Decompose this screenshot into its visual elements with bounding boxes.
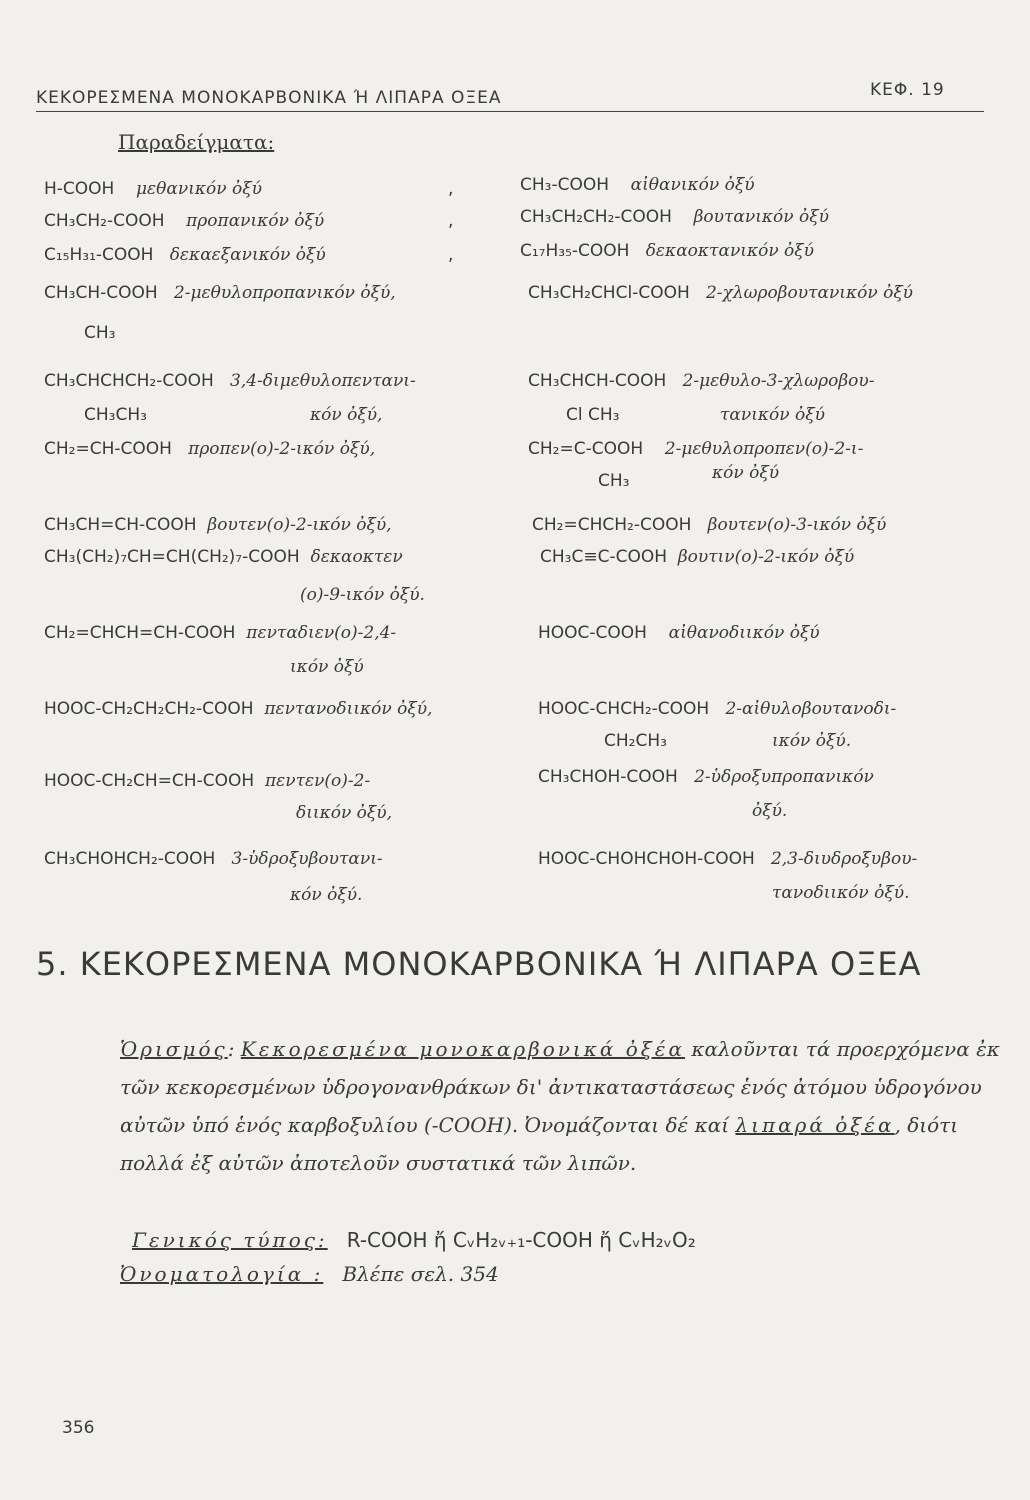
definition-text: καλοῦνται τά προερχόμενα ἐκ τῶν κεκορεσμένων ὑδρογονανθράκων δι' ἀντικαταστάσεως ἑνός ἀτόμου ὑδρογόνου αὐτῶν ὑπό ἑνός καρβοξυλίου (-COOH). Ὀνομάζονται δέ καί [120,1037,1000,1137]
compound-name: δεκαεξανικόν ὀξύ [169,245,326,265]
example-item [520,206,829,228]
example-item [44,178,262,200]
formula: CH₃C≡C-COOH [540,547,668,567]
formula: H-COOH [44,179,115,199]
compound-name-continued: τανοδιικόν ὀξύ. [772,883,910,903]
formula: C₁₇H₃₅-COOH [520,241,630,261]
compound-name: βουτανικόν ὀξύ [693,207,829,227]
compound-name: προπανικόν ὀξύ [186,211,325,231]
definition-paragraph: Ὁρισμός: Κεκορεσμένα μονοκαρβονικά ὀξέα καλοῦνται τά προερχόμενα ἐκ τῶν κεκορεσμένων ὑδρογονανθράκων δι' ἀντικαταστάσεως ἑνός ἀτόμου ὑδρογόνου αὐτῶν ὑπό ἑνός καρβοξυλίου (-COOH). Ὀνομάζονται δέ καί λιπαρά ὀξέα, διότι πολλά ἐξ αὐτῶν ἀποτελοῦν συστατικά τῶν λιπῶν. [120,1037,1000,1175]
compound-name: αἰθανικόν ὀξύ [630,175,755,195]
nomenclature-label: Ὀνοματολογία : [120,1262,324,1286]
example-item [44,622,396,644]
example-item [538,698,896,720]
compound-name: 2-ὑδροξυπροπανικόν [694,767,874,787]
general-formula-label: Γενικός τύπος: [132,1228,328,1252]
formula: CH₃(CH₂)₇CH=CH(CH₂)₇-COOH [44,547,300,567]
examples-title: Παραδείγματα: [118,130,275,154]
compound-name: 2-μεθυλοπροπανικόν ὀξύ, [173,283,396,303]
running-header: ΚΕΚΟΡΕΣΜΕΝΑ ΜΟΝΟΚΑΡΒΟΝΙΚΑ Ή ΛΙΠΑΡΑ ΟΞΕΑ [36,88,502,108]
formula: CH₃CH₂-COOH [44,211,165,231]
definition-term: Κεκορεσμένα μονοκαρβονικά ὀξέα [240,1037,686,1061]
formula: CH₃CHOHCH₂-COOH [44,849,216,869]
formula: CH₃-COOH [520,175,610,195]
compound-name: πεντεν(ο)-2- [264,771,371,791]
example-item [520,240,814,262]
compound-name-continued: κόν ὀξύ [712,463,780,483]
formula: CH₃CH-COOH [44,283,158,303]
substituent: CH₃CH₃ [84,405,147,425]
compound-name: 2-μεθυλο-3-χλωροβου- [682,371,875,391]
compound-name: 3,4-διμεθυλοπεντανι- [230,371,416,391]
example-item [538,848,917,870]
example-item [44,282,396,304]
example-item [44,770,370,792]
compound-name-continued: ικόν ὀξύ. [772,731,852,751]
substituent: Cl CH₃ [566,405,620,425]
formula: HOOC-COOH [538,623,647,643]
formula: CH₂=CHCH₂-COOH [532,515,692,535]
formula: CH₃CH₂CHCl-COOH [528,283,690,303]
general-formula-value: R-COOH ἤ CᵥH₂ᵥ₊₁-COOH ἤ CᵥH₂ᵥO₂ [346,1228,696,1252]
compound-name: προπεν(ο)-2-ικόν ὀξύ, [188,439,376,459]
formula: CH₂=CH-COOH [44,439,172,459]
definition-label: Ὁρισμός [120,1037,228,1061]
separator: , [448,211,454,231]
formula: CH₃CHCHCH₂-COOH [44,371,214,391]
substituent: CH₃ [84,323,116,343]
compound-name-continued: διικόν ὀξύ, [296,803,393,823]
chapter-label: ΚΕΦ. 19 [870,80,945,100]
compound-name-continued: ὀξύ. [752,801,788,821]
example-item [44,546,403,568]
compound-name: δεκαοκτεν [310,547,403,567]
formula: HOOC-CH₂CH=CH-COOH [44,771,255,791]
example-item [44,370,416,392]
example-item [44,698,432,720]
separator: , [448,245,454,265]
example-item [528,438,863,460]
substituent: CH₃ [598,471,630,491]
compound-name: 2,3-διυδροξυβου- [770,849,918,869]
compound-name: 2-αἰθυλοβουτανοδι- [725,699,897,719]
formula: CH₂=C-COOH [528,439,644,459]
formula: CH₃CHCH-COOH [528,371,667,391]
compound-name-continued: κόν ὀξύ, [310,405,383,425]
example-item [540,546,854,568]
nomenclature-line [120,1262,499,1286]
example-item [44,848,383,870]
formula: HOOC-CHOHCHOH-COOH [538,849,755,869]
compound-name: δεκαοκτανικόν ὀξύ [645,241,814,261]
formula: CH₃CH=CH-COOH [44,515,197,535]
compound-name: βουτεν(ο)-3-ικόν ὀξύ [707,515,887,535]
formula: HOOC-CHCH₂-COOH [538,699,710,719]
example-item [528,370,874,392]
example-item [44,210,324,232]
compound-name: πενταδιεν(ο)-2,4- [246,623,397,643]
separator: , [448,179,454,199]
compound-name: αἰθανοδιικόν ὀξύ [668,623,820,643]
compound-name: 2-χλωροβουτανικόν ὀξύ [705,283,914,303]
example-item [538,622,820,644]
section-title: 5. ΚΕΚΟΡΕΣΜΕΝΑ ΜΟΝΟΚΑΡΒΟΝΙΚΑ Ή ΛΙΠΑΡΑ ΟΞΕΑ [36,945,922,983]
formula: CH₃CH₂CH₂-COOH [520,207,672,227]
example-item [538,766,874,788]
compound-name-continued: ικόν ὀξύ [290,657,364,677]
compound-name-continued: (ο)-9-ικόν ὀξύ. [300,585,425,605]
compound-name: βουτεν(ο)-2-ικόν ὀξύ, [207,515,392,535]
example-item [44,514,392,536]
substituent: CH₂CH₃ [604,731,667,751]
formula: HOOC-CH₂CH₂CH₂-COOH [44,699,254,719]
definition-text-2: , διότι πολλά ἐξ αὐτῶν ἀποτελοῦν συστατικά τῶν λιπῶν. [120,1113,959,1175]
formula: CH₂=CHCH=CH-COOH [44,623,236,643]
definition-term-2: λιπαρά ὀξέα [735,1113,895,1137]
compound-name-continued: τανικόν ὀξύ [720,405,825,425]
compound-name: βουτιν(ο)-2-ικόν ὀξύ [677,547,855,567]
formula: CH₃CHOH-COOH [538,767,678,787]
page-number: 356 [62,1418,95,1438]
formula: C₁₅H₃₁-COOH [44,245,154,265]
compound-name-continued: κόν ὀξύ. [290,885,363,905]
compound-name: 3-ὑδροξυβουτανι- [231,849,383,869]
example-item [532,514,886,536]
example-item [44,244,326,266]
nomenclature-value: Βλέπε σελ. 354 [342,1262,499,1286]
compound-name: 2-μεθυλοπροπεν(ο)-2-ι- [664,439,864,459]
compound-name: μεθανικόν ὀξύ [135,179,262,199]
example-item [528,282,913,304]
example-item [44,438,375,460]
header-rule [36,111,984,112]
general-formula-line [132,1228,696,1252]
example-item [520,174,755,196]
compound-name: πεντανοδιικόν ὀξύ, [264,699,433,719]
